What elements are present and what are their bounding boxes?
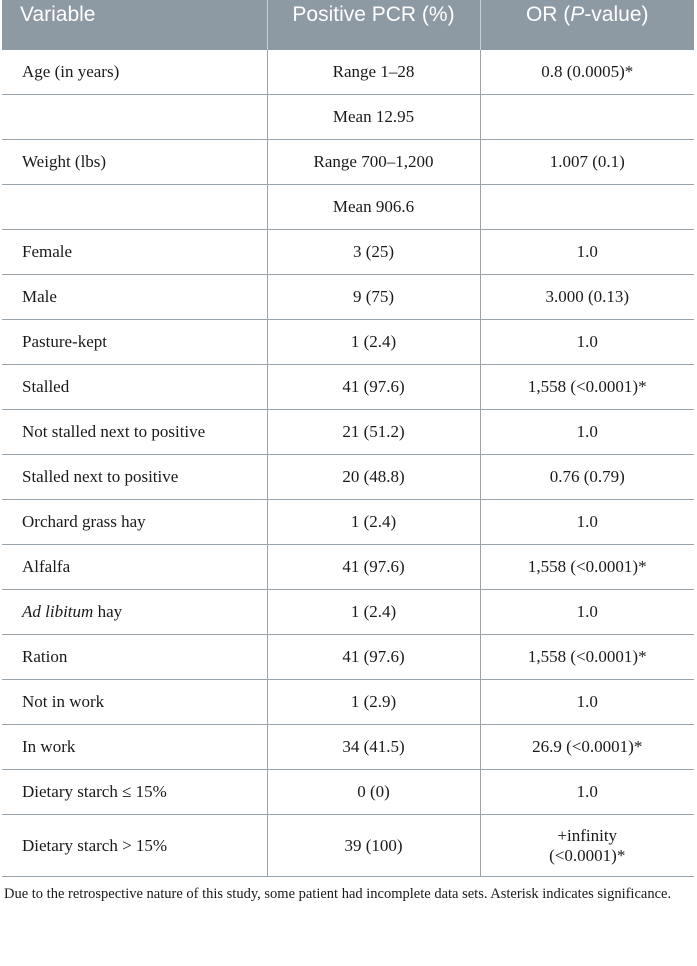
table-row [2,680,694,725]
table-row [2,185,694,230]
cell-positive-pcr: 9 (75) [267,275,480,320]
cell-positive-pcr: Mean 906.6 [267,185,480,230]
cell-or-pvalue: 1.0 [480,680,694,725]
table-row [2,770,694,815]
cell-positive-pcr: 1 (2.4) [267,590,480,635]
cell-or-pvalue: 1.0 [480,590,694,635]
cell-variable: Male [2,275,267,320]
cell-or-pvalue: 1.0 [480,320,694,365]
cell-or-pvalue: 1.007 (0.1) [480,140,694,185]
table-row [2,635,694,680]
cell-or-pvalue: 26.9 (<0.0001)* [480,725,694,770]
cell-positive-pcr: 1 (2.9) [267,680,480,725]
cell-positive-pcr: Range 700–1,200 [267,140,480,185]
cell-or-pvalue: 1,558 (<0.0001)* [480,635,694,680]
cell-variable: Stalled [2,365,267,410]
cell-or-pvalue: 1.0 [480,770,694,815]
table-row [2,455,694,500]
cell-positive-pcr: Mean 12.95 [267,95,480,140]
table-row [2,815,694,877]
cell-or-pvalue: 3.000 (0.13) [480,275,694,320]
cell-variable: Not in work [2,680,267,725]
cell-positive-pcr: 1 (2.4) [267,500,480,545]
cell-variable: Stalled next to positive [2,455,267,500]
table-body [2,50,694,877]
or-line-1: +infinity [557,825,618,845]
cell-variable: Alfalfa [2,545,267,590]
cell-positive-pcr: 0 (0) [267,770,480,815]
cell-or-pvalue: 1,558 (<0.0001)* [480,365,694,410]
cell-or-pvalue [480,815,694,877]
cell-variable [2,95,267,140]
cell-variable: Dietary starch > 15% [2,815,267,877]
cell-or-pvalue: 1.0 [480,500,694,545]
table-row [2,365,694,410]
header-row [2,0,694,50]
cell-positive-pcr: 3 (25) [267,230,480,275]
variable-italic: Ad libitum [22,602,94,621]
table-row [2,50,694,95]
table-row [2,545,694,590]
table-row [2,725,694,770]
cell-variable: Pasture-kept [2,320,267,365]
table-row [2,230,694,275]
cell-variable: Orchard grass hay [2,500,267,545]
table-footnote: Due to the retrospective nature of this study, some patient had incomplete data sets. Asterisk indicates significance. [4,886,672,902]
cell-variable [2,590,267,635]
header-or-suffix: -value) [584,3,649,26]
cell-or-pvalue: 0.76 (0.79) [480,455,694,500]
header-positive-pcr: Positive PCR (%) [267,0,480,50]
or-line-2: (<0.0001)* [549,845,626,865]
cell-positive-pcr: 41 (97.6) [267,545,480,590]
cell-variable: Dietary starch ≤ 15% [2,770,267,815]
cell-variable: Not stalled next to positive [2,410,267,455]
cell-positive-pcr: 39 (100) [267,815,480,877]
cell-positive-pcr: 34 (41.5) [267,725,480,770]
cell-positive-pcr: 21 (51.2) [267,410,480,455]
cell-variable: Weight (lbs) [2,140,267,185]
cell-or-pvalue: 1.0 [480,410,694,455]
cell-variable: Age (in years) [2,50,267,95]
header-or-p: P [570,3,585,26]
cell-variable [2,185,267,230]
header-or-prefix: OR ( [525,3,571,26]
cell-positive-pcr: 20 (48.8) [267,455,480,500]
cell-positive-pcr: 41 (97.6) [267,365,480,410]
table-row [2,500,694,545]
header-variable: Variable [2,0,267,50]
cell-variable: Female [2,230,267,275]
cell-or-pvalue: 0.8 (0.0005)* [480,50,694,95]
cell-or-pvalue [480,185,694,230]
header-or-pvalue [480,0,694,50]
results-table [2,0,694,877]
cell-positive-pcr: 1 (2.4) [267,320,480,365]
table-row [2,140,694,185]
cell-variable: In work [2,725,267,770]
table-row [2,320,694,365]
table-header [2,0,694,50]
cell-or-pvalue: 1,558 (<0.0001)* [480,545,694,590]
cell-positive-pcr: 41 (97.6) [267,635,480,680]
results-table-container [2,0,694,905]
table-row [2,590,694,635]
cell-variable: Ration [2,635,267,680]
cell-or-pvalue [480,95,694,140]
table-row [2,410,694,455]
table-row [2,95,694,140]
variable-rest: hay [93,602,123,621]
cell-positive-pcr: Range 1–28 [267,50,480,95]
cell-or-pvalue: 1.0 [480,230,694,275]
table-row [2,275,694,320]
